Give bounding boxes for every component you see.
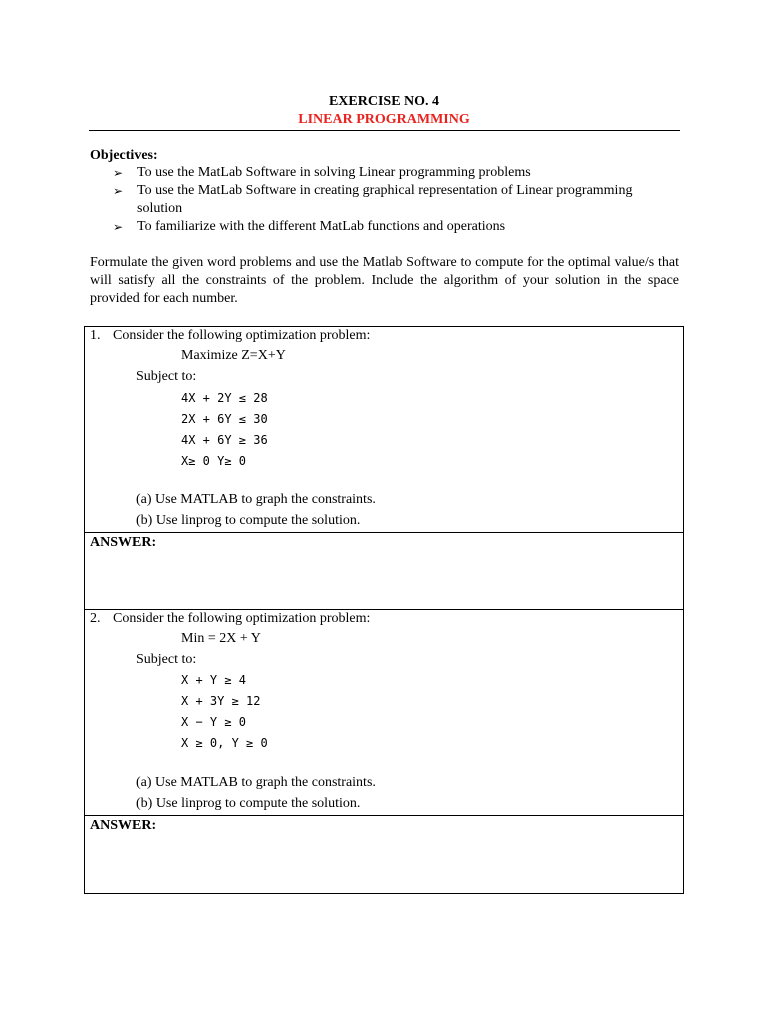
problem-2-box — [84, 610, 684, 894]
constraint: 4X + 2Y ≤ 28 — [181, 391, 268, 405]
objective-item — [110, 218, 680, 236]
objectives-heading: Objectives: — [90, 148, 158, 163]
task-b: (b) Use linprog to compute the solution. — [136, 796, 361, 811]
constraint: X − Y ≥ 0 — [181, 715, 247, 729]
task-b: (b) Use linprog to compute the solution. — [136, 513, 361, 528]
topic-title: LINEAR PROGRAMMING — [298, 112, 470, 127]
title-underline — [89, 130, 680, 131]
arrowhead-bullet-icon: ➢ — [113, 220, 124, 234]
subject-to-label: Subject to: — [136, 652, 197, 667]
constraint: 4X + 6Y ≥ 36 — [181, 433, 268, 447]
objective-text: To use the MatLab Software in solving Linear programming problems — [137, 165, 531, 180]
task-a: (a) Use MATLAB to graph the constraints. — [136, 775, 376, 790]
problem-statement: Consider the following optimization problem: — [113, 328, 371, 343]
subject-to-label: Subject to: — [136, 369, 197, 384]
arrowhead-bullet-icon: ➢ — [113, 166, 124, 180]
task-a: (a) Use MATLAB to graph the constraints. — [136, 492, 376, 507]
exercise-title: EXERCISE NO. 4 — [328, 94, 440, 109]
problem-number: 1. — [90, 328, 101, 343]
objectives-list — [110, 164, 680, 236]
objective-text: To familiarize with the different MatLab functions and operations — [137, 219, 506, 234]
objective-item — [110, 164, 680, 182]
arrowhead-bullet-icon: ➢ — [113, 184, 124, 198]
objective-function: Min = 2X + Y — [181, 631, 261, 646]
answer-label: ANSWER: — [90, 535, 157, 550]
constraint: X + 3Y ≥ 12 — [181, 694, 261, 708]
constraint: X≥ 0 Y≥ 0 — [181, 454, 247, 468]
answer-divider — [85, 815, 683, 816]
objective-item — [110, 182, 680, 218]
objective-function: Maximize Z=X+Y — [181, 348, 286, 363]
answer-label: ANSWER: — [90, 818, 157, 833]
constraint: 2X + 6Y ≤ 30 — [181, 412, 268, 426]
problem-statement: Consider the following optimization problem: — [113, 611, 371, 626]
answer-divider — [85, 532, 683, 533]
constraint: X ≥ 0, Y ≥ 0 — [181, 736, 268, 750]
objective-text: To use the MatLab Software in creating graphical representation of Linear programming solution — [137, 183, 633, 216]
constraint: X + Y ≥ 4 — [181, 673, 247, 687]
problem-1-box — [84, 326, 684, 610]
instructions-paragraph: Formulate the given word problems and use the Matlab Software to compute for the optimal value/s that will satisfy all the constraints of the problem. Include the algorithm of your solution in the space provided for each number. — [90, 255, 679, 306]
problem-number: 2. — [90, 611, 101, 626]
